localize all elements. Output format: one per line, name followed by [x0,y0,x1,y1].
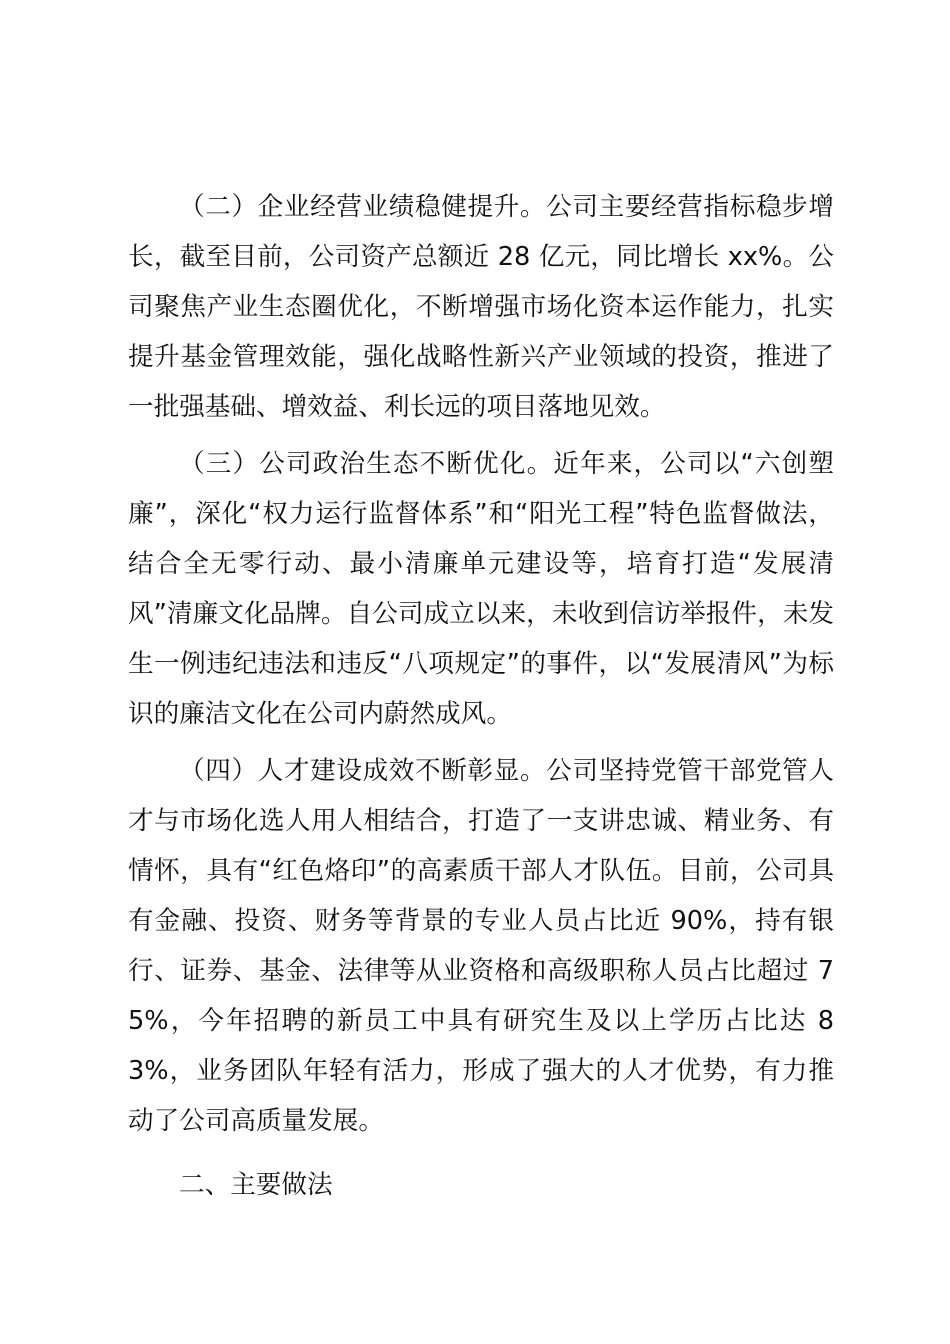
paragraph-talent-building: （四）人才建设成效不断彰显。公司坚持党管干部党管人才与市场化选人用人相结合，打造了一支讲忠诚、精业务、有情怀，具有“红色烙印”的高素质干部人才队伍。目前，公司具有金融、投资、财务等背景的专业人员占比近 90%，持有银行、证券、基金、法律等从业资格和高级职称人员占比超过 75%，今年招聘的新员工中具有研究生及以上学历占比达 83%，业务团队年轻有活力，形成了强大的人才优势，有力推动了公司高质量发展。 [128,756,834,1136]
paragraph-political-ecology: （三）公司政治生态不断优化。近年来，公司以“六创塑廉”，深化“权力运行监督体系”和“阳光工程”特色监督做法，结合全无零行动、最小清廉单元建设等，培育打造“发展清风”清廉文化品牌。自公司成立以来，未收到信访举报件，未发生一例违纪违法和违反“八项规定”的事件，以“发展清风”为标识的廉洁文化在公司内蔚然成风。 [128,449,834,729]
document-page [128,182,834,1210]
section-heading-main-practices: 二、主要做法 [179,1170,333,1200]
paragraph-business-performance: （二）企业经营业绩稳健提升。公司主要经营指标稳步增长，截至目前，公司资产总额近 28 亿元，同比增长 xx%。公司聚焦产业生态圈优化，不断增强市场化资本运作能力，扎实提升基金管理效能，强化战略性新兴产业领域的投资，推进了一批强基础、增效益、利长远的项目落地见效。 [128,192,834,422]
